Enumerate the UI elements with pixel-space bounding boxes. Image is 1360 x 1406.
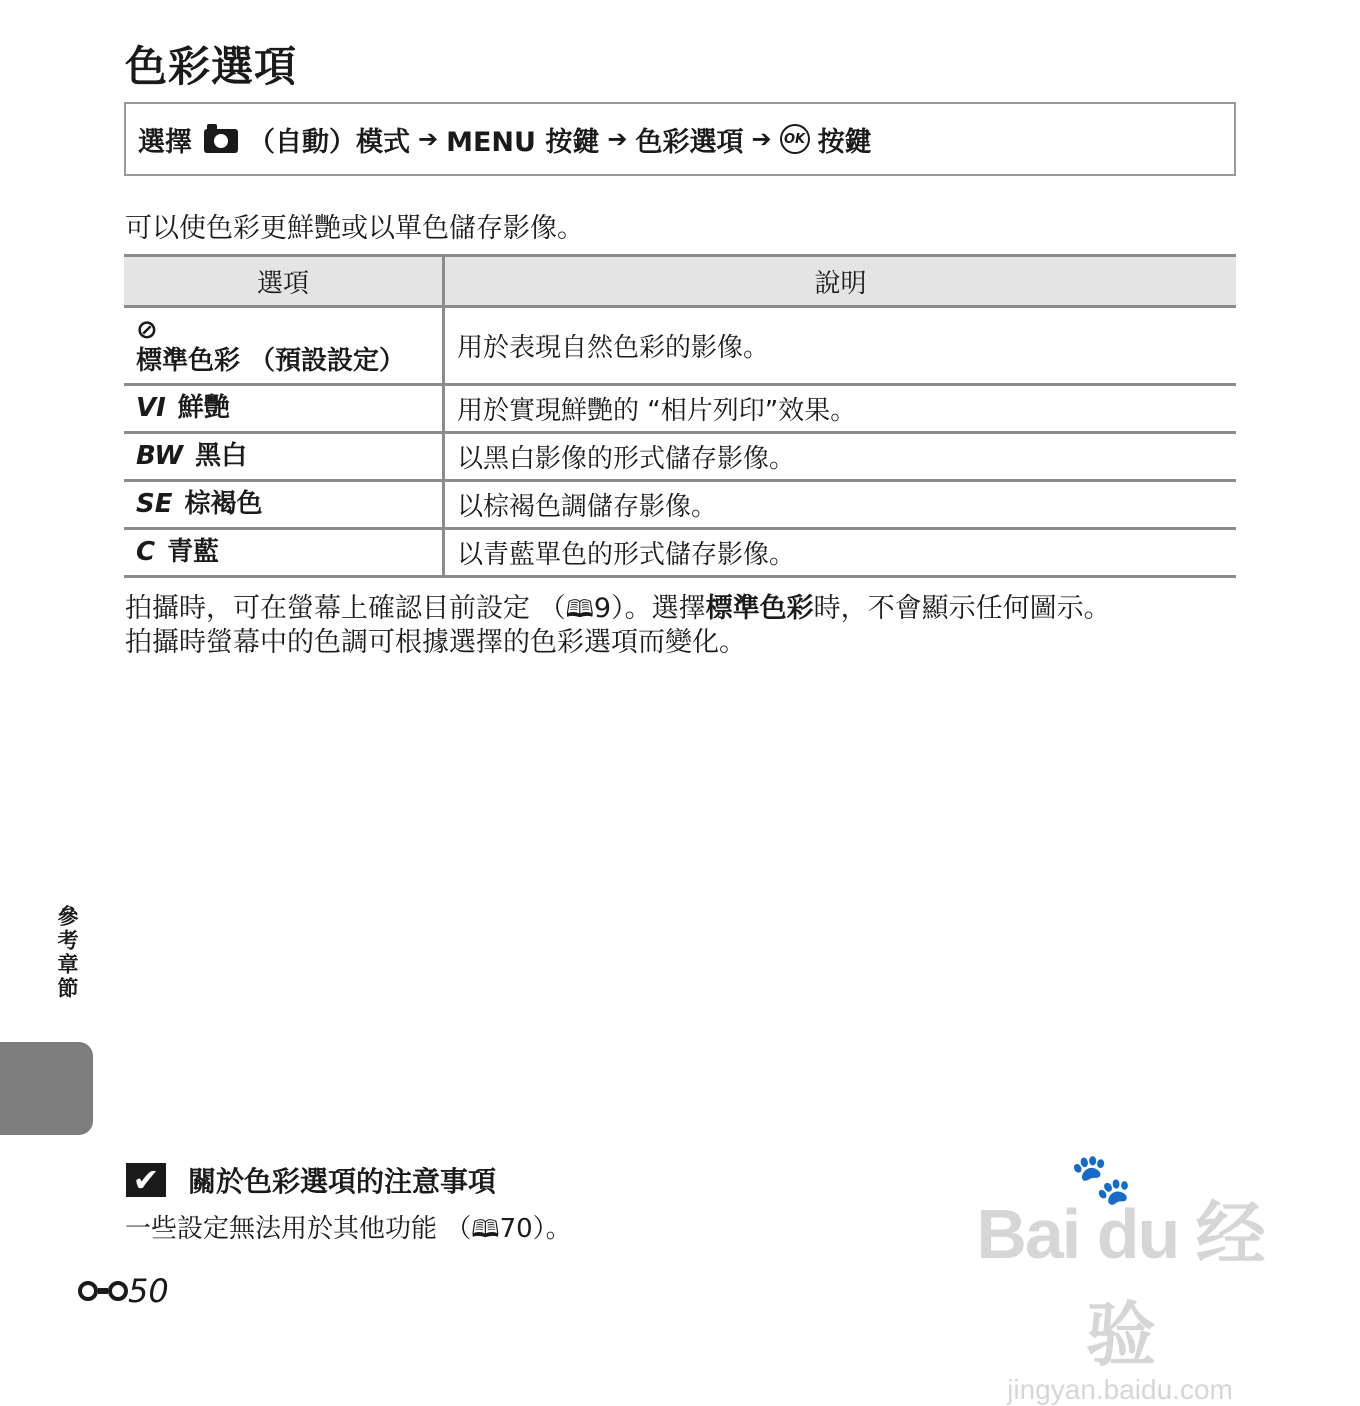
option-cell — [124, 385, 444, 433]
watermark-url: jingyan.baidu.com — [1007, 1374, 1233, 1405]
description-cell: 以黑白影像的形式儲存影像。 — [444, 433, 1237, 481]
ring-icon — [108, 1281, 128, 1301]
cyanotype-icon: C — [136, 537, 156, 567]
table-row — [124, 385, 1236, 433]
note-part: 時，不會顯示任何圖示。 — [813, 593, 1111, 624]
option-cell — [124, 307, 444, 385]
table-row — [124, 481, 1236, 529]
description-cell: 用於表現自然色彩的影像。 — [444, 307, 1237, 385]
side-tab — [0, 1042, 93, 1135]
book-icon: 🕮 — [471, 1215, 500, 1243]
options-table — [124, 254, 1236, 578]
dash-icon — [98, 1288, 108, 1294]
ok-button-icon: OK — [780, 124, 810, 154]
page-ref[interactable]: 9 — [593, 593, 612, 624]
option-cell — [124, 433, 444, 481]
option-label: 黑白 — [195, 441, 248, 471]
page-title: 色彩選項 — [125, 42, 298, 91]
nav-mode: （自動）模式 — [248, 126, 410, 158]
description-cell: 用於實現鮮艷的 “相片列印”效果。 — [444, 385, 1237, 433]
check-icon: ✔ — [126, 1163, 166, 1197]
option-label: 青藍 — [167, 537, 220, 567]
table-row — [124, 529, 1236, 577]
option-cell — [124, 529, 444, 577]
arrow-right-icon: ➔ — [607, 125, 628, 153]
watermark — [960, 1150, 1280, 1405]
ring-icon — [78, 1281, 98, 1301]
caution-body — [125, 1208, 572, 1253]
arrow-right-icon: ➔ — [751, 125, 772, 153]
nav-button: 按鍵 — [817, 126, 872, 158]
description-cell: 以青藍單色的形式儲存影像。 — [444, 529, 1237, 577]
side-chapter-label: 參考章節 — [55, 905, 79, 1001]
note-line2: 拍攝時螢幕中的色調可根據選擇的色彩選項而變化。 — [125, 627, 746, 658]
caution-heading — [126, 1160, 496, 1200]
black-white-icon: BW — [136, 441, 184, 471]
note-bold: 標準色彩 — [705, 593, 814, 624]
nav-select: 選擇 — [138, 126, 192, 158]
option-label: 鮮艷 — [177, 393, 230, 423]
header-option: 選項 — [124, 256, 444, 307]
option-label: 標準色彩 （預設設定） — [136, 345, 406, 376]
header-description: 說明 — [444, 256, 1237, 307]
option-cell — [124, 481, 444, 529]
standard-color-icon: ⊘ — [136, 314, 158, 345]
camera-icon — [204, 129, 238, 153]
page-number — [78, 1272, 169, 1310]
page-ref[interactable]: 70 — [499, 1214, 533, 1244]
paw-icon: 🐾 — [1070, 1151, 1133, 1207]
nav-option: 色彩選項 — [635, 126, 744, 158]
caution-part: 一些設定無法用於其他功能 （ — [125, 1214, 472, 1244]
note-part: ）。選擇 — [611, 593, 706, 624]
description-cell: 以棕褐色調儲存影像。 — [444, 481, 1237, 529]
watermark-logo: Bai du 经验 — [976, 1195, 1264, 1374]
arrow-right-icon: ➔ — [418, 125, 439, 153]
navigation-path — [124, 102, 1236, 176]
caution-title: 關於色彩選項的注意事項 — [188, 1165, 497, 1198]
note-part: 拍攝時，可在螢幕上確認目前設定 （ — [125, 593, 566, 624]
intro-text: 可以使色彩更鮮艷或以單色儲存影像。 — [125, 213, 584, 244]
page-number-value: 50 — [128, 1272, 169, 1310]
nav-menu: MENU 按鍵 — [446, 126, 600, 158]
table-row — [124, 433, 1236, 481]
note-text — [125, 592, 1245, 659]
sepia-icon: SE — [136, 489, 173, 519]
book-icon: 🕮 — [565, 595, 594, 623]
table-row — [124, 307, 1236, 385]
vivid-icon: VI — [136, 393, 166, 423]
option-label: 棕褐色 — [184, 489, 263, 519]
caution-part: ）。 — [532, 1214, 572, 1244]
